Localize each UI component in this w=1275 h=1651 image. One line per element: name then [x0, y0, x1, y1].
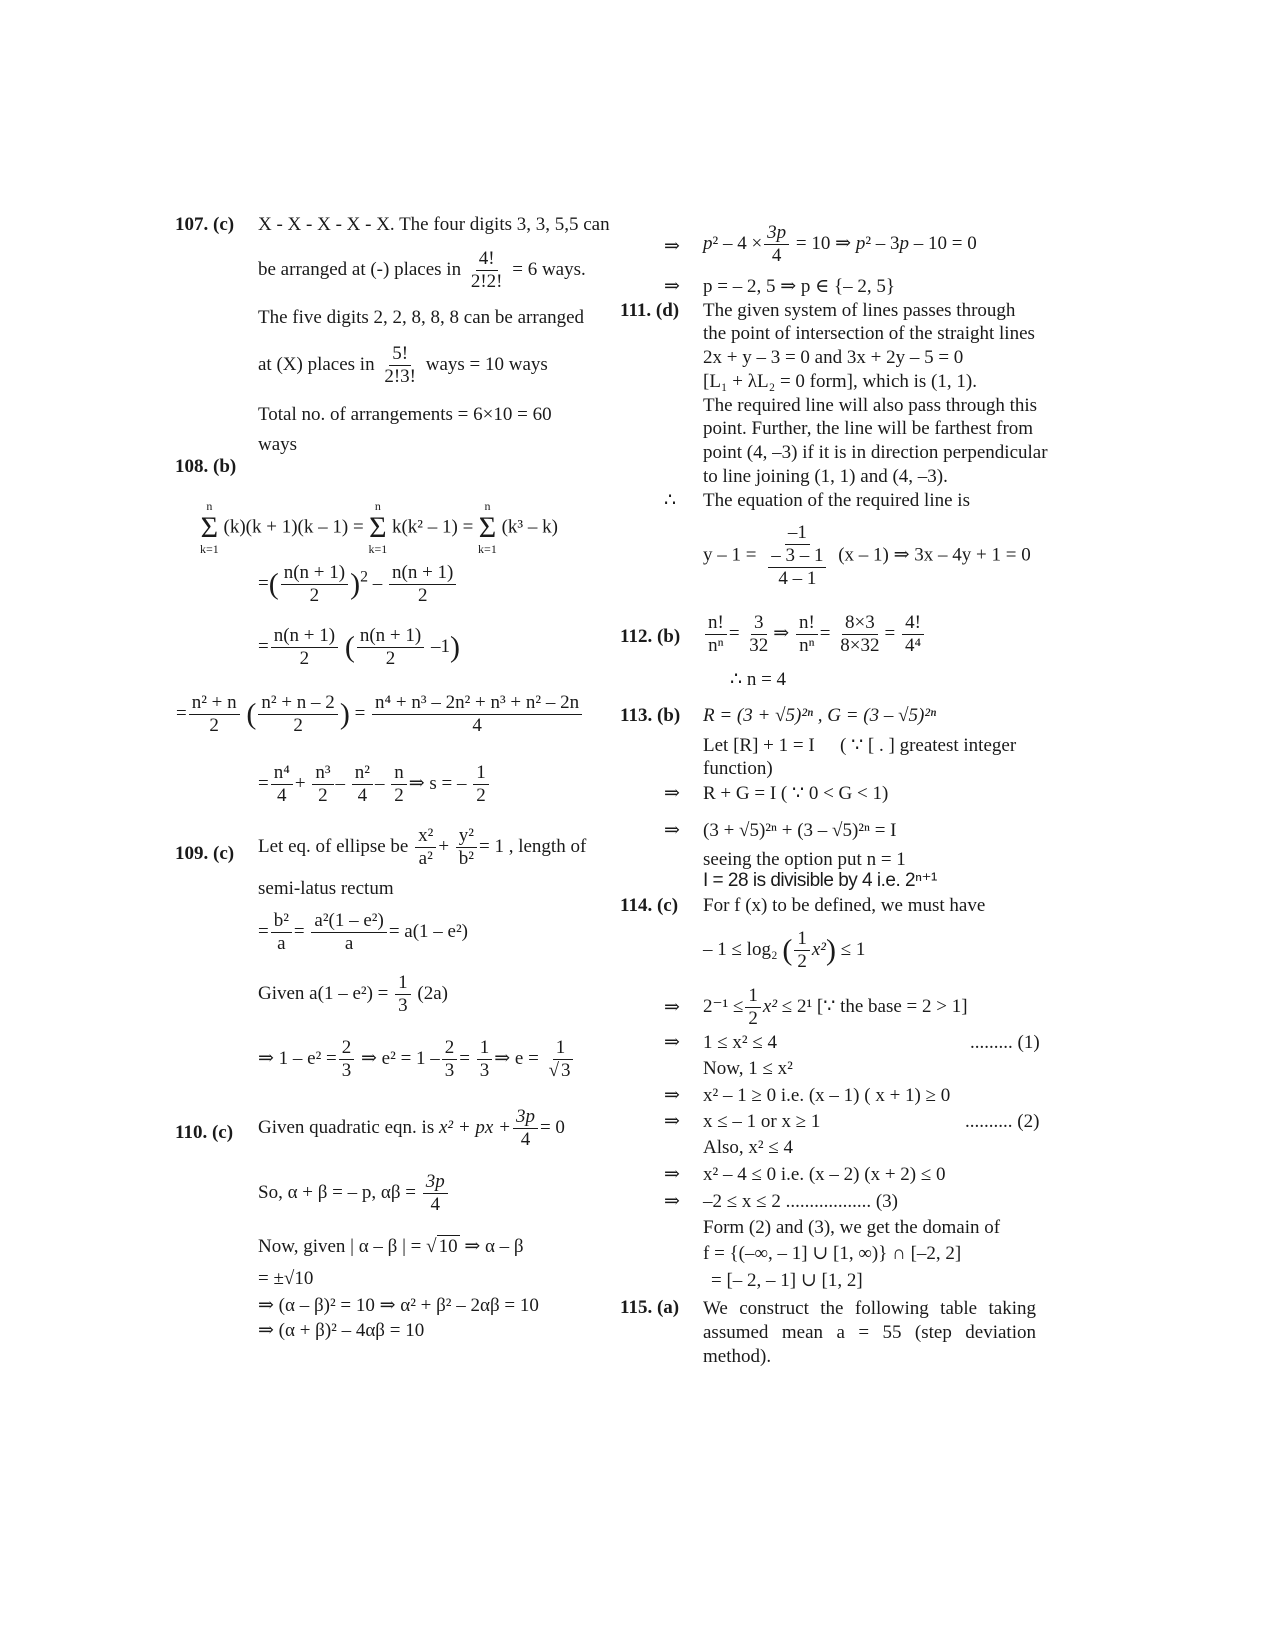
q109-line5: ⇒ 1 – e² = $\frac{2}{3}$ ⇒ e² = 1 – $\frac{2}{3}$ = $\frac{1}{3}$ ⇒ e = $\frac{1}{√ 3}$: [258, 1037, 571, 1081]
q114-number: 114. (c): [620, 895, 679, 916]
q111-line10: y – 1 = $\frac{-1}{\frac{- 3 - 1}{4 - 1}}$ (x – 1) ⇒ 3x – 4y + 1 = 0: [703, 522, 1031, 589]
q109-line1: Let eq. of ellipse be $\frac{\text{x²}}{\text{a²}}$ + $\frac{\text{y²}}{\text{b²}}$ = 1 , length of: [258, 825, 587, 869]
q113-line6: seeing the option put n = 1: [703, 849, 906, 870]
q114-line1: For f (x) to be defined, we must have: [703, 895, 986, 916]
q113-line2a: Let [R] + 1 = I: [703, 735, 815, 756]
implies-symbol: ⇒: [664, 236, 680, 257]
q111-line8: to line joining (1, 1) and (4, –3).: [703, 466, 948, 487]
q114-line4: 1 ≤ x² ≤ 4: [703, 1032, 778, 1053]
q108-line5: = $\frac{\text{n⁴}}{4}$ + $\frac{\text{n³}}{2}$ – $\frac{\text{n²}}{4}$ – $\frac{n}{2}$ ⇒ s = – $\frac{1}{2}$: [258, 762, 491, 807]
q107-number: 107. (c): [175, 214, 235, 235]
q114-line6: x² – 1 ≥ 0 i.e. (x – 1) ( x + 1) ≥ 0: [703, 1085, 951, 1106]
q109-number: 109. (c): [175, 843, 235, 864]
q109-line4: Given a(1 – e²) = $\frac{1}{3}$ (2a): [258, 972, 448, 1016]
q114-line12: f = {(–∞, – 1] ∪ [1, ∞)} ∩ [–2, 2]: [703, 1243, 962, 1264]
q107-line4: at (X) places in $\frac{5!}{2!3!}$ ways = 10 ways: [258, 343, 548, 387]
q111-line4: [L₁ + λL₂ = 0 form], which is (1, 1).: [703, 371, 977, 392]
q110-line6: ⇒ (α + β)² – 4αβ = 10: [258, 1320, 425, 1341]
q107-line3: The five digits 2, 2, 8, 8, 8 can be arranged: [258, 307, 585, 328]
q108-line3: = $\frac{n(n + 1)}{2}$ ( $\frac{n(n + 1)}{2}$ –1): [258, 625, 460, 669]
q110-right-line2: p = – 2, 5 ⇒ p ∈ {– 2, 5}: [703, 276, 895, 297]
q108-line2: =( $\frac{n(n + 1)}{2}$ )$^2$ – $\frac{n(n + 1)}{2}$: [258, 562, 458, 607]
q113-line5: (3 + √5)²ⁿ + (3 – √5)²ⁿ = I: [703, 820, 897, 841]
q113-line3: function): [703, 758, 773, 779]
q109-line3: = $\frac{\text{b²}}{a}$ = $\frac{\text{a²(1 – e²)}}{a}$ = a(1 – e²): [258, 910, 468, 954]
q114-line9: x² – 4 ≤ 0 i.e. (x – 2) (x + 2) ≤ 0: [703, 1164, 946, 1185]
q107-line6: ways: [258, 434, 298, 455]
q110-right-line1: p² – 4 × $\frac{3p}{4}$ = 10 ⇒ p² – 3p – 10 = 0: [703, 222, 977, 266]
q110-line1: Given quadratic eqn. is x² + px + $\frac{3p}{4}$ = 0: [258, 1106, 565, 1150]
q113-line4: R + G = I ( ∵ 0 < G < 1): [703, 783, 889, 804]
q111-line5: The required line will also pass through this: [703, 395, 1038, 416]
implies-symbol: ⇒: [664, 1085, 680, 1106]
q113-line1: R = (3 + √5)²ⁿ , G = (3 – √5)²ⁿ: [703, 705, 937, 726]
q114-line10: –2 ≤ x ≤ 2 .................. (3): [703, 1191, 899, 1212]
q110-line4: = ±√10: [258, 1268, 314, 1289]
q114-line7: x ≤ – 1 or x ≥ 1: [703, 1111, 821, 1132]
q111-number: 111. (d): [620, 300, 680, 321]
q110-line2: So, α + β = – p, αβ = $\frac{3p}{4}$: [258, 1171, 450, 1216]
q109-line2: semi-latus rectum: [258, 878, 394, 899]
q111-line2: the point of intersection of the straight lines: [703, 323, 1035, 344]
q114-line3: 2⁻¹ ≤ $\frac{1}{2}$ x² ≤ 2¹ [∵ the base = 2 > 1]: [703, 985, 968, 1029]
q110-number: 110. (c): [175, 1122, 234, 1143]
q111-line9: The equation of the required line is: [703, 490, 970, 511]
q107-line2: be arranged at (-) places in $\frac{4!}{2!2!}$ = 6 ways.: [258, 248, 586, 292]
q114-eq2-label: .......... (2): [965, 1111, 1040, 1132]
therefore-symbol: ∴: [664, 490, 677, 511]
q107-line5: Total no. of arrangements = 6×10 = 60: [258, 404, 552, 425]
q113-line2b: ( ∵ [ . ] greatest integer: [840, 735, 1017, 756]
implies-symbol: ⇒: [664, 1111, 680, 1132]
q108-line1: n Σ k=1 (k)(k + 1)(k – 1) = n Σ k=1 k(k² – 1) = n Σ k=1 (k³ – k): [200, 499, 558, 556]
q111-line6: point. Further, the line will be farthest from: [703, 418, 1034, 439]
q114-line8: Also, x² ≤ 4: [703, 1137, 794, 1158]
implies-symbol: ⇒: [664, 820, 680, 841]
implies-symbol: ⇒: [664, 1191, 680, 1212]
q108-line4: = $\frac{\text{n² + n}}{2}$ ( $\frac{\text{n² + n – 2}}{2}$ ) = $\frac{\text{n⁴ + n³ – 2n² + n³ + n² – 2n}}{4}$: [176, 692, 584, 737]
q115-text: We construct the following table taking assumed mean a = 55 (step deviation method).: [703, 1298, 1036, 1367]
implies-symbol: ⇒: [664, 1164, 680, 1185]
q113-number: 113. (b): [620, 705, 681, 726]
q112-line1: $\frac{n!}{\text{nⁿ}}$ = $\frac{3}{32}$ ⇒ $\frac{n!}{\text{nⁿ}}$ = $\frac{8\times 3}{8\times 32}$ = $\frac{4!}{\text{4⁴}}$: [703, 612, 926, 657]
q111-line7: point (4, –3) if it is in direction perpendicular: [703, 442, 1048, 463]
q114-eq1-label: ......... (1): [970, 1032, 1040, 1053]
q113-line7: I = 28 is divisible by 4 i.e. 2ⁿ⁺¹: [703, 870, 937, 891]
q115-number: 115. (a): [620, 1297, 680, 1318]
implies-symbol: ⇒: [664, 276, 680, 297]
q114-line5: Now, 1 ≤ x²: [703, 1058, 793, 1079]
q111-line1: The given system of lines passes through: [703, 300, 1016, 321]
q108-number: 108. (b): [175, 456, 237, 477]
q110-line5: ⇒ (α – β)² = 10 ⇒ α² + β² – 2αβ = 10: [258, 1295, 539, 1316]
implies-symbol: ⇒: [664, 783, 680, 804]
q110-line3: Now, given | α – β | = √ 10 ⇒ α – β: [258, 1236, 524, 1257]
q111-line3: 2x + y – 3 = 0 and 3x + 2y – 5 = 0: [703, 347, 964, 368]
implies-symbol: ⇒: [664, 997, 680, 1018]
q114-line11: Form (2) and (3), we get the domain of: [703, 1217, 1001, 1238]
q114-line13: = [– 2, – 1] ∪ [1, 2]: [711, 1270, 863, 1291]
q107-line1: X - X - X - X - X. The four digits 3, 3, 5,5 can: [258, 214, 610, 235]
q112-number: 112. (b): [620, 626, 681, 647]
q114-line2: – 1 ≤ log₂ ( $\frac{1}{2}$ x²) ≤ 1: [703, 928, 866, 972]
q112-line2: ∴ n = 4: [730, 669, 787, 690]
implies-symbol: ⇒: [664, 1032, 680, 1053]
